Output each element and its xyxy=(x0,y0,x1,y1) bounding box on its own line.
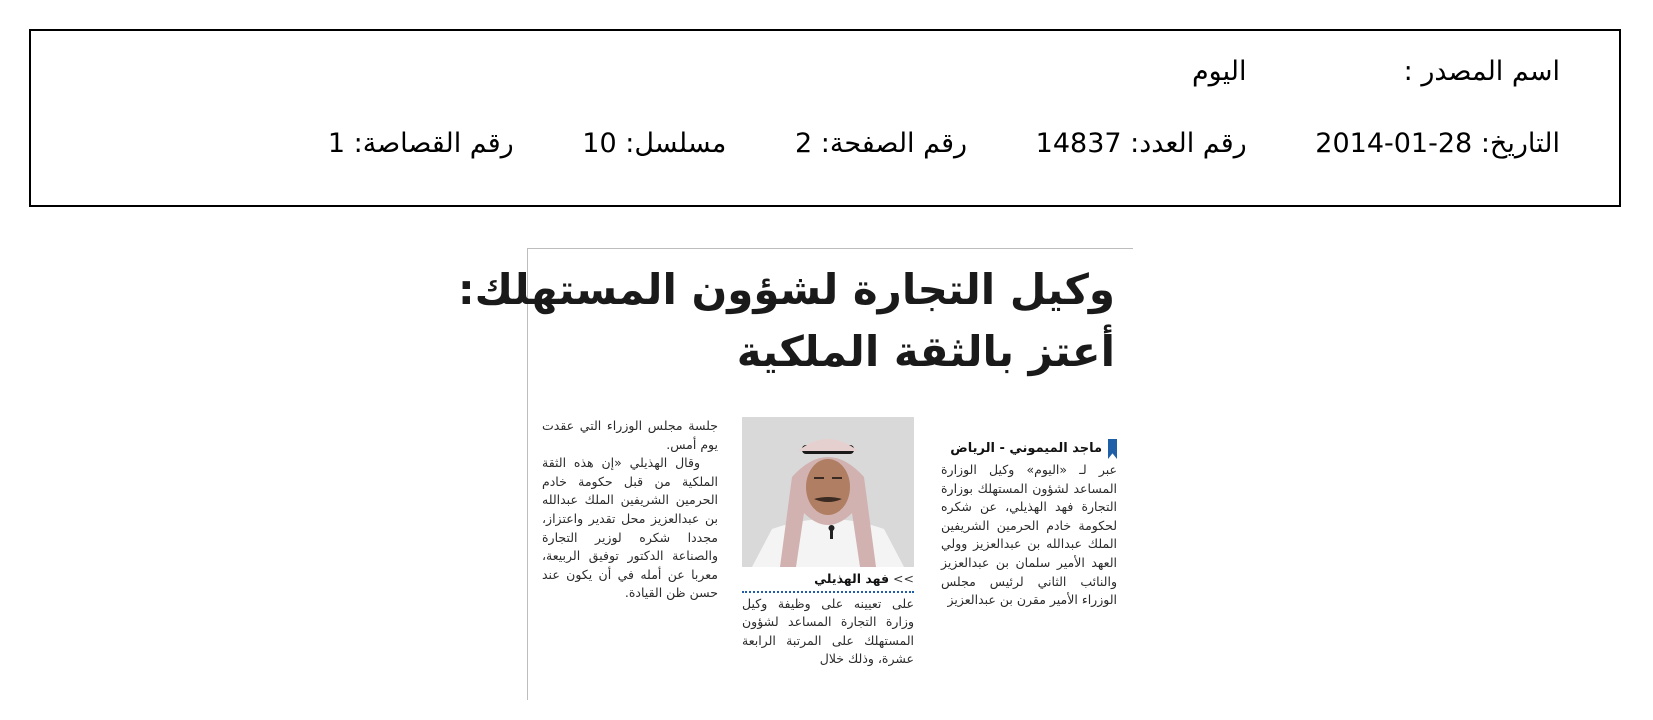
clip-value: 1 xyxy=(327,128,346,159)
byline xyxy=(941,439,1117,459)
article-clipping xyxy=(457,248,1133,700)
article-headline xyxy=(458,259,1115,383)
clip-label: رقم القصاصة: xyxy=(353,128,514,159)
bookmark-icon xyxy=(1108,439,1117,459)
serial-value: 10 xyxy=(582,128,617,159)
column-right-text: عبر لـ «اليوم» وكيل الوزارة المساعد لشؤون المستهلك بوزارة التجارة فهد الهذيلي، عن شكره لحكومة خادم الحرمين الشريفين الملك عبدالله بن عبدالعزيز وولي العهد الأمير سلمان بن عبدالعزيز والنائب الثاني لرئيس مجلس الوزراء الأمير مقرن بن عبدالعزيز xyxy=(941,462,1117,608)
serial-label: مسلسل: xyxy=(625,128,727,159)
details-row xyxy=(328,127,1560,161)
headline-line-1: وكيل التجارة لشؤون المستهلك: xyxy=(457,265,1115,314)
column-middle-text: على تعيينه على وظيفة وكيل وزارة التجارة المساعد لشؤون المستهلك على المرتبة الرابعة عشرة، وذلك خلال xyxy=(742,595,914,667)
date-label: التاريخ: xyxy=(1480,128,1560,159)
article-column-middle xyxy=(742,417,914,669)
source-row xyxy=(1192,55,1560,89)
article-column-left xyxy=(542,417,718,603)
photo-caption xyxy=(742,567,914,593)
portrait-photo xyxy=(742,417,914,567)
page-value: 2 xyxy=(794,128,813,159)
byline-text: ماجد الميموني - الرياض xyxy=(950,440,1102,456)
metadata-box xyxy=(29,29,1621,207)
column-left-paragraph-1: جلسة مجلس الوزراء التي عقدت يوم أمس. xyxy=(542,418,718,452)
headline-line-2: أعتز بالثقة الملكية xyxy=(736,327,1115,376)
portrait-illustration xyxy=(742,417,914,567)
column-left-paragraph-2: وقال الهذيلي «إن هذه الثقة الملكية من قبل حكومة خادم الحرمين الشريفين الملك عبدالله بن عبدالعزيز محل تقدير واعتزاز، مجددا شكره لوزير التجارة والصناعة الدكتور توفيق الربيعة، معربا عن أمله في أن يكون عند حسن ظن القيادة. xyxy=(542,455,718,601)
page-field xyxy=(795,127,967,161)
caption-arrows: >> xyxy=(893,571,914,586)
source-label: اسم المصدر : xyxy=(1403,56,1560,87)
issue-value: 14837 xyxy=(1035,128,1122,159)
serial-field xyxy=(582,127,726,161)
issue-label: رقم العدد: xyxy=(1130,128,1247,159)
date-value: 2014-01-28 xyxy=(1315,128,1473,159)
page-label: رقم الصفحة: xyxy=(820,128,968,159)
date-field xyxy=(1315,127,1560,161)
issue-field xyxy=(1036,127,1247,161)
clip-field xyxy=(328,127,514,161)
caption-text: فهد الهذيلي xyxy=(814,571,890,586)
article-column-right xyxy=(941,439,1117,610)
source-value: اليوم xyxy=(1191,56,1247,87)
